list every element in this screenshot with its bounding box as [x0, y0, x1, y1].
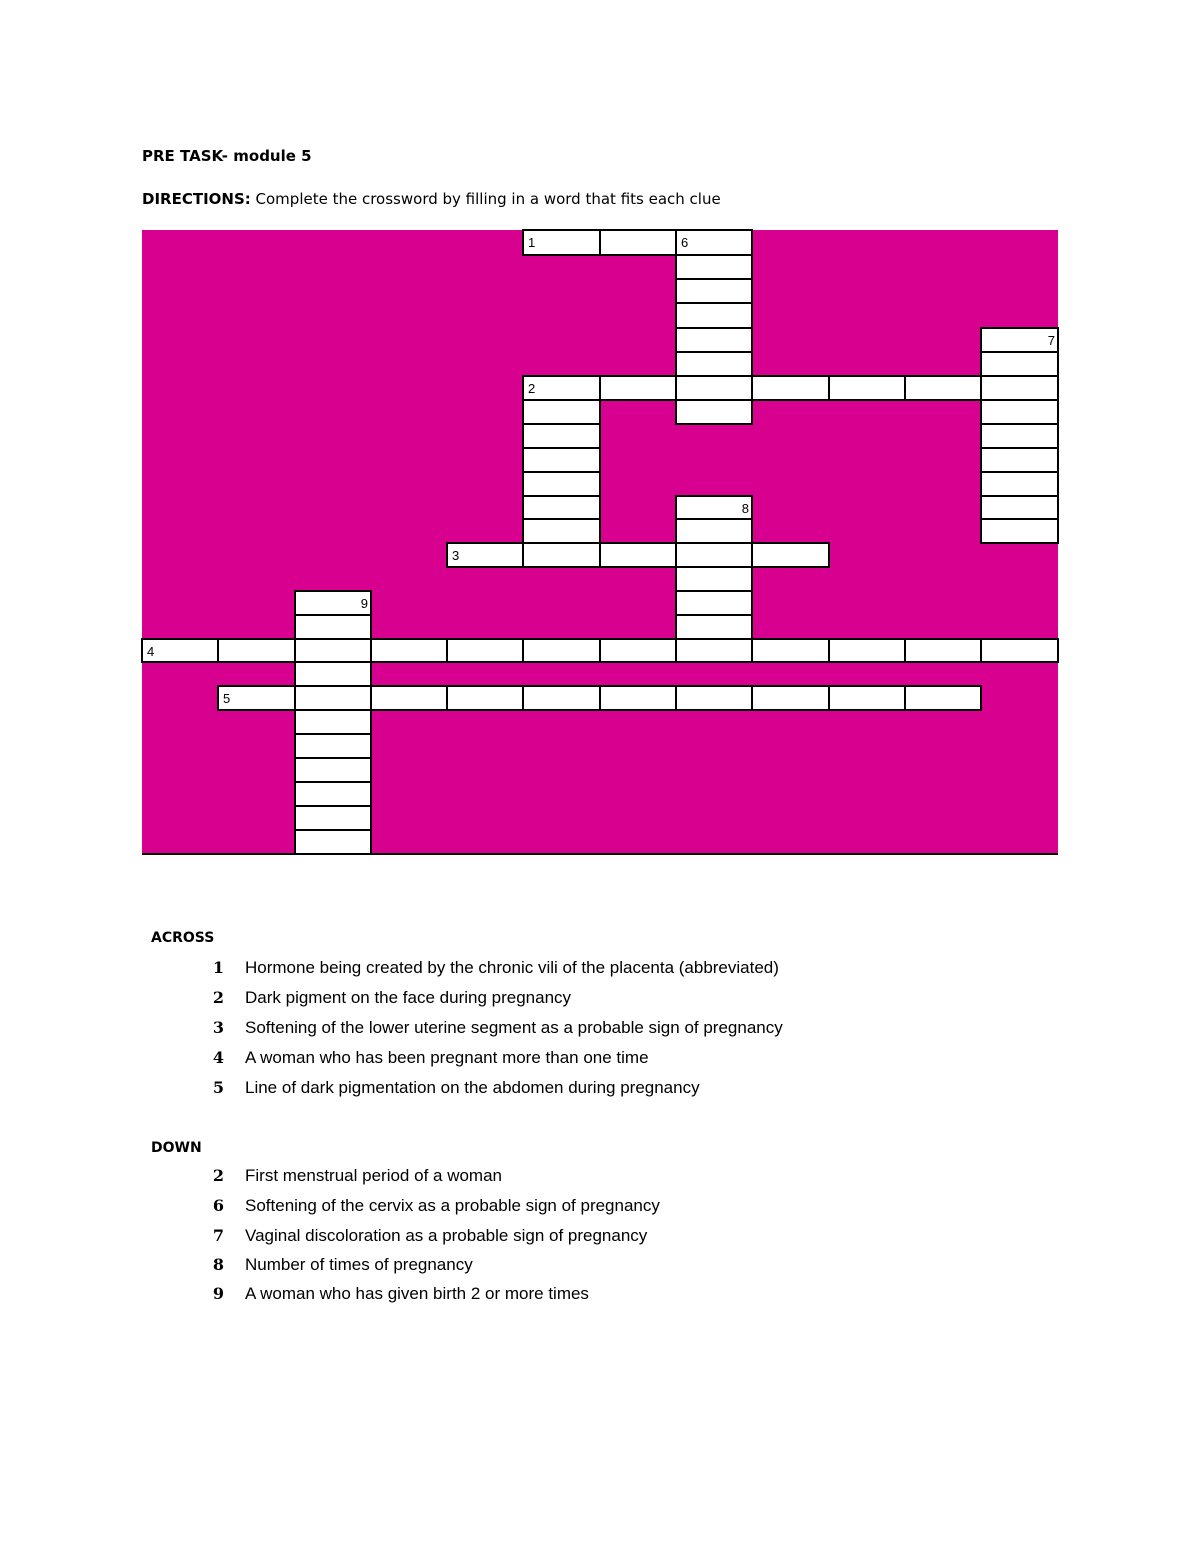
- clue-number: 6: [212, 1196, 224, 1215]
- crossword-cell[interactable]: [600, 686, 676, 710]
- crossword-cell[interactable]: [676, 352, 752, 376]
- clue-number-label: 7: [1047, 333, 1055, 348]
- crossword-cell[interactable]: [676, 591, 752, 615]
- crossword-cell[interactable]: [447, 639, 523, 662]
- crossword-cell[interactable]: [676, 328, 752, 352]
- crossword-cell[interactable]: [981, 352, 1058, 376]
- clue-number: 9: [212, 1284, 224, 1303]
- clue-text: A woman who has been pregnant more than one time: [245, 1048, 649, 1067]
- clue-number-label: 6: [681, 235, 689, 250]
- crossword-cell[interactable]: [981, 519, 1058, 543]
- crossword-cell[interactable]: [295, 782, 371, 806]
- clue-text: Softening of the cervix as a probable sign of pregnancy: [245, 1196, 660, 1215]
- crossword-cell[interactable]: [523, 496, 600, 519]
- crossword-cell[interactable]: [523, 686, 600, 710]
- crossword-cell[interactable]: [676, 279, 752, 303]
- clue-text: Number of times of pregnancy: [245, 1255, 473, 1274]
- crossword-cell[interactable]: [523, 424, 600, 448]
- crossword-cell[interactable]: [676, 376, 752, 400]
- crossword-cell[interactable]: [523, 639, 600, 662]
- clue-number: 3: [212, 1018, 224, 1037]
- crossword-cell[interactable]: [523, 448, 600, 472]
- clue-text: Line of dark pigmentation on the abdomen during pregnancy: [245, 1078, 700, 1097]
- down-title: DOWN: [151, 1140, 202, 1156]
- crossword-cell[interactable]: [600, 376, 676, 400]
- crossword-cell[interactable]: [676, 567, 752, 591]
- crossword-cell[interactable]: [295, 758, 371, 782]
- crossword-cell[interactable]: [676, 543, 752, 567]
- crossword-cell[interactable]: [905, 639, 981, 662]
- crossword-cell[interactable]: [981, 400, 1058, 424]
- clue-number-label: 3: [452, 548, 460, 563]
- crossword-cell[interactable]: [676, 255, 752, 279]
- crossword-cell[interactable]: [981, 496, 1058, 519]
- clue-number: 2: [212, 988, 224, 1007]
- crossword-cell[interactable]: [981, 328, 1058, 352]
- crossword-cell[interactable]: [371, 686, 447, 710]
- crossword-cell[interactable]: [752, 639, 829, 662]
- crossword-cell[interactable]: [752, 376, 829, 400]
- crossword-cell[interactable]: [981, 376, 1058, 400]
- crossword-cell[interactable]: [218, 639, 295, 662]
- crossword-cell[interactable]: [523, 543, 600, 567]
- crossword-cell[interactable]: [676, 303, 752, 328]
- crossword-cell[interactable]: [752, 543, 829, 567]
- crossword-cell[interactable]: [295, 662, 371, 686]
- crossword-cell[interactable]: [981, 448, 1058, 472]
- crossword-cell[interactable]: [676, 519, 752, 543]
- clue-number-label: 1: [528, 235, 536, 250]
- crossword-cell[interactable]: [295, 615, 371, 639]
- clue-number-label: 2: [528, 381, 536, 396]
- crossword-cell[interactable]: [295, 710, 371, 734]
- clue-number-label: 4: [147, 644, 155, 659]
- crossword-cell[interactable]: [676, 686, 752, 710]
- crossword-cell[interactable]: [295, 639, 371, 662]
- crossword-cell[interactable]: [523, 400, 600, 424]
- crossword-cell[interactable]: [676, 496, 752, 519]
- crossword-cell[interactable]: [295, 806, 371, 830]
- crossword-cell[interactable]: [676, 400, 752, 424]
- crossword-cell[interactable]: [676, 615, 752, 639]
- crossword-cell[interactable]: [447, 686, 523, 710]
- crossword-cell[interactable]: [295, 686, 371, 710]
- clue-text: Vaginal discoloration as a probable sign of pregnancy: [245, 1226, 648, 1245]
- crossword-cell[interactable]: [829, 376, 905, 400]
- crossword-cell[interactable]: [981, 424, 1058, 448]
- crossword-cell[interactable]: [752, 686, 829, 710]
- crossword-cell[interactable]: [295, 830, 371, 854]
- crossword-cell[interactable]: [676, 639, 752, 662]
- crossword-cell[interactable]: [600, 639, 676, 662]
- crossword-cell[interactable]: [981, 472, 1058, 496]
- crossword-cell[interactable]: [600, 543, 676, 567]
- clue-number: 7: [212, 1226, 224, 1245]
- crossword-cell[interactable]: [523, 472, 600, 496]
- crossword-cell[interactable]: [523, 519, 600, 543]
- clue-number: 2: [212, 1166, 224, 1185]
- page-title: PRE TASK- module 5: [142, 147, 312, 165]
- clue-number: 1: [212, 958, 224, 977]
- clue-number: 5: [212, 1078, 224, 1097]
- clue-number: 4: [212, 1048, 224, 1067]
- clue-text: Hormone being created by the chronic vili of the placenta (abbreviated): [245, 958, 779, 977]
- crossword-cell[interactable]: [905, 376, 981, 400]
- crossword-cell[interactable]: [905, 686, 981, 710]
- crossword-cell[interactable]: [600, 230, 676, 255]
- directions-label: DIRECTIONS:: [142, 190, 251, 208]
- crossword-cell[interactable]: [829, 686, 905, 710]
- crossword-cell[interactable]: [371, 639, 447, 662]
- clue-number-label: 9: [360, 596, 368, 611]
- across-title: ACROSS: [151, 930, 215, 946]
- directions-text: Complete the crossword by filling in a word that fits each clue: [250, 190, 721, 208]
- clue-number-label: 5: [223, 691, 231, 706]
- clue-number: 8: [212, 1255, 224, 1274]
- crossword-cell[interactable]: [981, 639, 1058, 662]
- clue-text: First menstrual period of a woman: [245, 1166, 502, 1185]
- clue-text: Dark pigment on the face during pregnancy: [245, 988, 572, 1007]
- clue-text: Softening of the lower uterine segment as a probable sign of pregnancy: [245, 1018, 783, 1037]
- crossword-cell[interactable]: [295, 591, 371, 615]
- crossword-cell[interactable]: [829, 639, 905, 662]
- clue-number-label: 8: [741, 501, 749, 516]
- crossword-cell[interactable]: [295, 734, 371, 758]
- clue-text: A woman who has given birth 2 or more times: [245, 1284, 589, 1303]
